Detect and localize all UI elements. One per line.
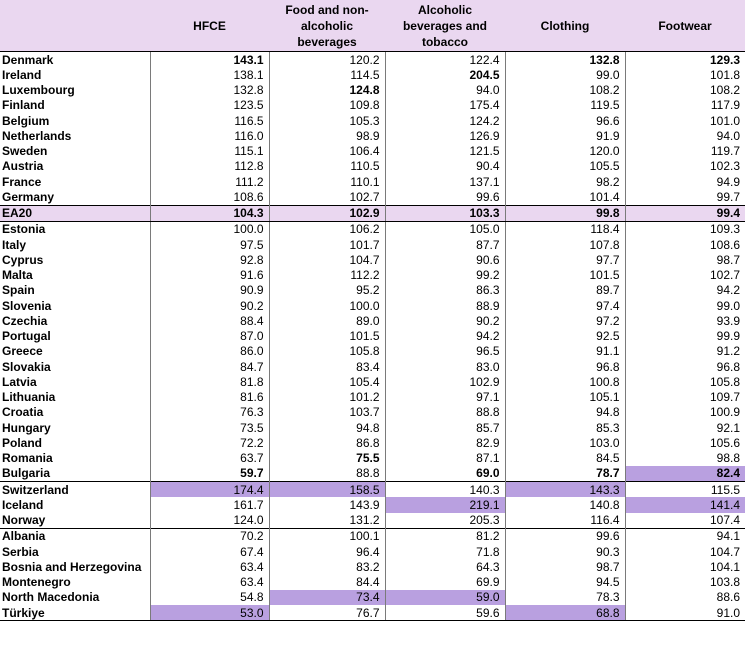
- value-cell: 103.3: [385, 205, 505, 221]
- country-name: Italy: [2, 237, 27, 252]
- value-cell: 88.4: [150, 313, 269, 328]
- value-cell: 104.1: [625, 559, 745, 574]
- value-cell: 101.5: [269, 329, 385, 344]
- country-name: Ireland: [2, 67, 42, 82]
- header-hfce: HFCE: [150, 0, 269, 52]
- value-cell: 86.8: [269, 435, 385, 450]
- value-cell: 97.4: [505, 298, 625, 313]
- value-cell: 105.5: [505, 159, 625, 174]
- value-cell: 96.8: [505, 359, 625, 374]
- value-cell: 73.4: [269, 590, 385, 605]
- value-cell: 104.7: [269, 252, 385, 267]
- value-cell: 91.0: [625, 605, 745, 621]
- table-row: [0, 221, 745, 237]
- value-cell: 71.8: [385, 544, 505, 559]
- value-cell: 75.5: [269, 451, 385, 466]
- value-cell: 101.4: [505, 189, 625, 205]
- value-cell: 53.0: [150, 605, 269, 621]
- table-row: [0, 52, 745, 68]
- country-name: Austria: [2, 159, 44, 174]
- value-cell: 101.0: [625, 113, 745, 128]
- header-food: Food and non-alcoholic beverages: [269, 0, 385, 52]
- value-cell: 69.0: [385, 466, 505, 482]
- table-row: [0, 390, 745, 405]
- value-cell: 101.7: [269, 237, 385, 252]
- table-row: [0, 559, 745, 574]
- table-row: [0, 359, 745, 374]
- value-cell: 94.1: [625, 528, 745, 544]
- value-cell: 102.7: [269, 189, 385, 205]
- table-row: [0, 344, 745, 359]
- country-name: Romania: [2, 451, 53, 466]
- value-cell: 99.0: [505, 67, 625, 82]
- header-clothing: Clothing: [505, 0, 625, 52]
- value-cell: 102.3: [625, 159, 745, 174]
- value-cell: 119.5: [505, 98, 625, 113]
- country-name: France: [2, 174, 42, 189]
- table-row: [0, 268, 745, 283]
- value-cell: 114.5: [269, 67, 385, 82]
- value-cell: 123.5: [150, 98, 269, 113]
- value-cell: 91.6: [150, 268, 269, 283]
- value-cell: 143.3: [505, 482, 625, 498]
- value-cell: 63.4: [150, 559, 269, 574]
- value-cell: 132.8: [505, 52, 625, 68]
- value-cell: 110.1: [269, 174, 385, 189]
- value-cell: 107.8: [505, 237, 625, 252]
- value-cell: 103.0: [505, 435, 625, 450]
- value-cell: 106.4: [269, 144, 385, 159]
- value-cell: 204.5: [385, 67, 505, 82]
- table-row: [0, 590, 745, 605]
- table-row: [0, 451, 745, 466]
- value-cell: 88.8: [385, 405, 505, 420]
- value-cell: 106.2: [269, 221, 385, 237]
- country-name: Switzerland: [0, 482, 150, 498]
- value-cell: 108.6: [150, 189, 269, 205]
- value-cell: 108.2: [625, 83, 745, 98]
- country-name: Slovenia: [2, 298, 52, 313]
- table-row: [0, 205, 745, 221]
- value-cell: 81.8: [150, 374, 269, 389]
- value-cell: 105.0: [385, 221, 505, 237]
- value-cell: 118.4: [505, 221, 625, 237]
- table-row: [0, 83, 745, 98]
- value-cell: 59.0: [385, 590, 505, 605]
- value-cell: 99.6: [385, 189, 505, 205]
- value-cell: 108.2: [505, 83, 625, 98]
- country-name: Luxembourg: [2, 83, 75, 98]
- table-row: [0, 189, 745, 205]
- table-row: [0, 313, 745, 328]
- value-cell: 101.2: [269, 390, 385, 405]
- value-cell: 63.7: [150, 451, 269, 466]
- table-row: [0, 605, 745, 621]
- value-cell: 101.5: [505, 268, 625, 283]
- value-cell: 89.0: [269, 313, 385, 328]
- value-cell: 88.9: [385, 298, 505, 313]
- value-cell: 69.9: [385, 575, 505, 590]
- country-name: Denmark: [0, 52, 150, 68]
- value-cell: 131.2: [269, 513, 385, 529]
- value-cell: 116.0: [150, 128, 269, 143]
- table-row: [0, 544, 745, 559]
- value-cell: 86.0: [150, 344, 269, 359]
- country-name: Greece: [2, 344, 43, 359]
- value-cell: 99.0: [625, 298, 745, 313]
- table-row: [0, 528, 745, 544]
- country-name: Belgium: [2, 113, 50, 128]
- value-cell: 116.4: [505, 513, 625, 529]
- value-cell: 105.8: [269, 344, 385, 359]
- table-row: [0, 575, 745, 590]
- country-name: Croatia: [2, 405, 44, 420]
- value-cell: 98.9: [269, 128, 385, 143]
- value-cell: 90.6: [385, 252, 505, 267]
- value-cell: 100.0: [150, 221, 269, 237]
- table-row: [0, 159, 745, 174]
- value-cell: 110.5: [269, 159, 385, 174]
- value-cell: 94.5: [505, 575, 625, 590]
- value-cell: 109.3: [625, 221, 745, 237]
- value-cell: 102.7: [625, 268, 745, 283]
- table-body: [0, 52, 745, 621]
- value-cell: 116.5: [150, 113, 269, 128]
- value-cell: 219.1: [385, 497, 505, 512]
- table-row: [0, 298, 745, 313]
- value-cell: 122.4: [385, 52, 505, 68]
- value-cell: 94.2: [625, 283, 745, 298]
- value-cell: 161.7: [150, 497, 269, 512]
- table-row: [0, 482, 745, 498]
- value-cell: 104.3: [150, 205, 269, 221]
- value-cell: 100.1: [269, 528, 385, 544]
- value-cell: 88.6: [625, 590, 745, 605]
- value-cell: 97.5: [150, 237, 269, 252]
- value-cell: 93.9: [625, 313, 745, 328]
- value-cell: 90.9: [150, 283, 269, 298]
- table-row: [0, 283, 745, 298]
- table-row: [0, 513, 745, 529]
- value-cell: 76.7: [269, 605, 385, 621]
- value-cell: 70.2: [150, 528, 269, 544]
- value-cell: 97.2: [505, 313, 625, 328]
- value-cell: 99.7: [625, 189, 745, 205]
- table-row: [0, 174, 745, 189]
- value-cell: 87.0: [150, 329, 269, 344]
- value-cell: 119.7: [625, 144, 745, 159]
- value-cell: 91.9: [505, 128, 625, 143]
- country-name: Bulgaria: [2, 466, 51, 481]
- value-cell: 100.9: [625, 405, 745, 420]
- value-cell: 99.9: [625, 329, 745, 344]
- table-row: [0, 252, 745, 267]
- value-cell: 143.1: [150, 52, 269, 68]
- table-header: [0, 0, 745, 52]
- value-cell: 99.2: [385, 268, 505, 283]
- table-row: [0, 374, 745, 389]
- value-cell: 97.1: [385, 390, 505, 405]
- value-cell: 84.4: [269, 575, 385, 590]
- value-cell: 84.5: [505, 451, 625, 466]
- value-cell: 117.9: [625, 98, 745, 113]
- value-cell: 100.0: [269, 298, 385, 313]
- country-name: Slovakia: [2, 359, 51, 374]
- table-row: [0, 420, 745, 435]
- table-row: [0, 237, 745, 252]
- table-row: [0, 435, 745, 450]
- country-name: Finland: [2, 98, 45, 113]
- country-name: Hungary: [2, 420, 51, 435]
- value-cell: 63.4: [150, 575, 269, 590]
- value-cell: 81.6: [150, 390, 269, 405]
- value-cell: 121.5: [385, 144, 505, 159]
- value-cell: 78.7: [505, 466, 625, 482]
- value-cell: 94.2: [385, 329, 505, 344]
- value-cell: 90.2: [385, 313, 505, 328]
- value-cell: 76.3: [150, 405, 269, 420]
- country-name: Iceland: [2, 497, 44, 512]
- value-cell: 109.7: [625, 390, 745, 405]
- value-cell: 89.7: [505, 283, 625, 298]
- value-cell: 99.4: [625, 205, 745, 221]
- table-row: [0, 466, 745, 482]
- table-row: [0, 67, 745, 82]
- value-cell: 111.2: [150, 174, 269, 189]
- value-cell: 96.6: [505, 113, 625, 128]
- value-cell: 112.2: [269, 268, 385, 283]
- country-name: Norway: [2, 513, 46, 528]
- value-cell: 158.5: [269, 482, 385, 498]
- value-cell: 83.2: [269, 559, 385, 574]
- value-cell: 94.0: [385, 83, 505, 98]
- value-cell: 108.6: [625, 237, 745, 252]
- country-name: Germany: [2, 189, 55, 204]
- value-cell: 124.2: [385, 113, 505, 128]
- value-cell: 138.1: [150, 67, 269, 82]
- value-cell: 120.2: [269, 52, 385, 68]
- value-cell: 98.7: [505, 559, 625, 574]
- value-cell: 98.8: [625, 451, 745, 466]
- value-cell: 92.1: [625, 420, 745, 435]
- value-cell: 124.8: [269, 83, 385, 98]
- value-cell: 94.8: [505, 405, 625, 420]
- value-cell: 59.6: [385, 605, 505, 621]
- value-cell: 99.6: [505, 528, 625, 544]
- value-cell: 83.4: [269, 359, 385, 374]
- value-cell: 100.8: [505, 374, 625, 389]
- value-cell: 88.8: [269, 466, 385, 482]
- header-row: [0, 0, 745, 52]
- value-cell: 98.2: [505, 174, 625, 189]
- value-cell: 82.4: [625, 466, 745, 482]
- country-name: Estonia: [0, 221, 150, 237]
- country-name: Serbia: [2, 544, 39, 559]
- value-cell: 107.4: [625, 513, 745, 529]
- value-cell: 141.4: [625, 497, 745, 512]
- country-name: Czechia: [2, 313, 48, 328]
- value-cell: 73.5: [150, 420, 269, 435]
- value-cell: 94.0: [625, 128, 745, 143]
- value-cell: 94.8: [269, 420, 385, 435]
- value-cell: 95.2: [269, 283, 385, 298]
- value-cell: 105.4: [269, 374, 385, 389]
- value-cell: 105.1: [505, 390, 625, 405]
- value-cell: 96.4: [269, 544, 385, 559]
- value-cell: 99.8: [505, 205, 625, 221]
- value-cell: 124.0: [150, 513, 269, 529]
- table-row: [0, 144, 745, 159]
- value-cell: 126.9: [385, 128, 505, 143]
- country-name: Türkiye: [0, 605, 150, 621]
- value-cell: 84.7: [150, 359, 269, 374]
- table-row: [0, 128, 745, 143]
- value-cell: 140.8: [505, 497, 625, 512]
- value-cell: 94.9: [625, 174, 745, 189]
- value-cell: 82.9: [385, 435, 505, 450]
- value-cell: 102.9: [269, 205, 385, 221]
- value-cell: 105.6: [625, 435, 745, 450]
- country-name: Portugal: [2, 329, 51, 344]
- value-cell: 91.2: [625, 344, 745, 359]
- value-cell: 85.3: [505, 420, 625, 435]
- country-name: Malta: [2, 268, 33, 283]
- value-cell: 81.2: [385, 528, 505, 544]
- value-cell: 205.3: [385, 513, 505, 529]
- value-cell: 115.5: [625, 482, 745, 498]
- value-cell: 72.2: [150, 435, 269, 450]
- value-cell: 109.8: [269, 98, 385, 113]
- value-cell: 91.1: [505, 344, 625, 359]
- country-name: Lithuania: [2, 390, 56, 405]
- value-cell: 54.8: [150, 590, 269, 605]
- value-cell: 92.5: [505, 329, 625, 344]
- value-cell: 143.9: [269, 497, 385, 512]
- value-cell: 175.4: [385, 98, 505, 113]
- value-cell: 103.8: [625, 575, 745, 590]
- value-cell: 137.1: [385, 174, 505, 189]
- value-cell: 104.7: [625, 544, 745, 559]
- country-name: Latvia: [2, 374, 37, 389]
- value-cell: 120.0: [505, 144, 625, 159]
- value-cell: 87.1: [385, 451, 505, 466]
- header-alcohol: Alcoholic beverages and tobacco: [385, 0, 505, 52]
- table-row: [0, 497, 745, 512]
- value-cell: 132.8: [150, 83, 269, 98]
- value-cell: 101.8: [625, 67, 745, 82]
- country-name: Poland: [2, 435, 43, 450]
- value-cell: 103.7: [269, 405, 385, 420]
- value-cell: 97.7: [505, 252, 625, 267]
- value-cell: 96.8: [625, 359, 745, 374]
- country-name: EA20: [0, 205, 150, 221]
- value-cell: 59.7: [150, 466, 269, 482]
- value-cell: 64.3: [385, 559, 505, 574]
- value-cell: 67.4: [150, 544, 269, 559]
- value-cell: 129.3: [625, 52, 745, 68]
- value-cell: 78.3: [505, 590, 625, 605]
- value-cell: 92.8: [150, 252, 269, 267]
- table-row: [0, 405, 745, 420]
- value-cell: 85.7: [385, 420, 505, 435]
- value-cell: 140.3: [385, 482, 505, 498]
- value-cell: 96.5: [385, 344, 505, 359]
- country-name: Bosnia and Herzegovina: [2, 559, 142, 574]
- value-cell: 174.4: [150, 482, 269, 498]
- value-cell: 102.9: [385, 374, 505, 389]
- country-name: Spain: [2, 283, 35, 298]
- header-footwear: Footwear: [625, 0, 745, 52]
- value-cell: 87.7: [385, 237, 505, 252]
- value-cell: 112.8: [150, 159, 269, 174]
- header-country: [0, 0, 150, 52]
- country-name: Montenegro: [2, 575, 71, 590]
- country-name: Cyprus: [2, 252, 44, 267]
- value-cell: 90.2: [150, 298, 269, 313]
- value-cell: 98.7: [625, 252, 745, 267]
- value-cell: 90.3: [505, 544, 625, 559]
- value-cell: 105.3: [269, 113, 385, 128]
- value-cell: 83.0: [385, 359, 505, 374]
- country-name: Netherlands: [2, 128, 72, 143]
- country-name: Sweden: [2, 144, 48, 159]
- value-cell: 105.8: [625, 374, 745, 389]
- table-row: [0, 329, 745, 344]
- value-cell: 68.8: [505, 605, 625, 621]
- country-name: North Macedonia: [2, 590, 100, 605]
- country-name: Albania: [0, 528, 150, 544]
- table-row: [0, 113, 745, 128]
- value-cell: 115.1: [150, 144, 269, 159]
- table-row: [0, 98, 745, 113]
- value-cell: 86.3: [385, 283, 505, 298]
- value-cell: 90.4: [385, 159, 505, 174]
